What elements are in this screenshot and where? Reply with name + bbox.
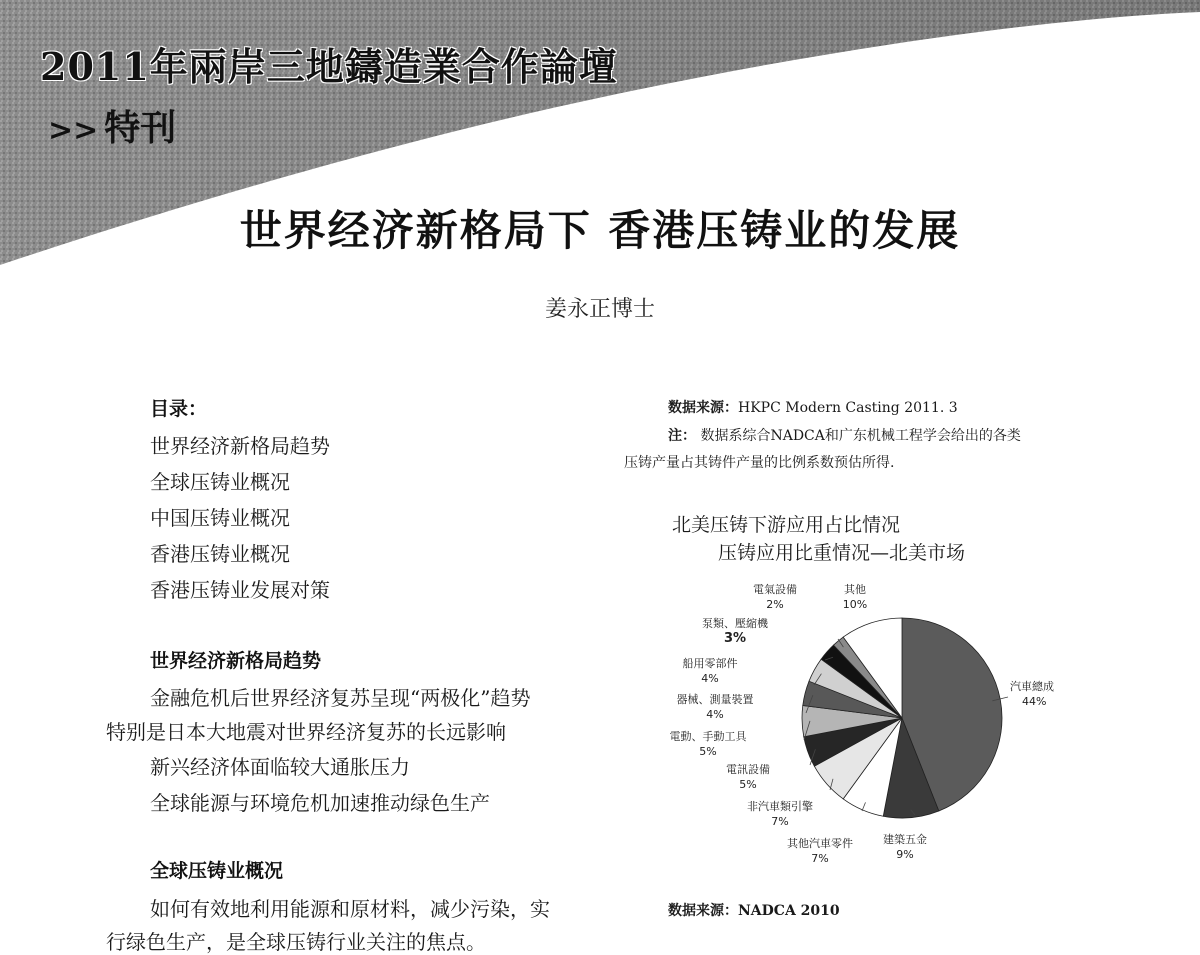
forum-title: 2011年兩岸三地鑄造業合作論壇 xyxy=(40,44,618,89)
pie-slice-label: 電訊設備 xyxy=(726,763,770,776)
paragraph-line: 特别是日本大地震对世界经济复苏的长远影响 xyxy=(106,720,506,744)
paragraph-line: 全球能源与环境危机加速推动绿色生产 xyxy=(150,791,490,815)
paragraph-line: 金融危机后世界经济复苏呈现“两极化”趋势 xyxy=(150,686,531,710)
double-chevron-icon: >> xyxy=(48,113,99,148)
note-line: 压铸产量占其铸件产量的比例系数预估所得. xyxy=(624,455,895,471)
note-line xyxy=(668,425,1021,445)
pie-slice-value: 4% xyxy=(706,708,724,721)
pie-slice-label: 非汽車類引擎 xyxy=(747,800,813,813)
chart-source: 数据来源：NADCA 2010 xyxy=(668,903,840,919)
journal-label-text: 特刊 xyxy=(104,107,177,149)
toc-item: 香港压铸业概况 xyxy=(150,542,290,566)
journal-label xyxy=(48,100,176,151)
toc-item: 香港压铸业发展对策 xyxy=(150,578,330,602)
toc-item: 全球压铸业概况 xyxy=(150,470,290,494)
pie-slice-value: 7% xyxy=(811,852,829,865)
toc-item: 世界经济新格局趋势 xyxy=(150,434,330,458)
pie-slice-value: 3% xyxy=(723,631,747,646)
section-heading: 世界经济新格局趋势 xyxy=(150,650,322,672)
pie-slice-value: 5% xyxy=(739,778,757,791)
source-value: HKPC Modern Casting 2011. 3 xyxy=(738,400,958,416)
author-name: 姜永正博士 xyxy=(544,297,655,322)
source-note xyxy=(668,397,958,417)
chart-subtitle: 压铸应用比重情况—北美市场 xyxy=(718,542,966,564)
pie-slice-value: 5% xyxy=(699,745,717,758)
pie-slice-value: 44% xyxy=(1022,695,1047,708)
pie-slice-value: 10% xyxy=(842,598,868,611)
pie-chart xyxy=(640,575,1070,885)
pie-slice-label: 泵類、壓縮機 xyxy=(702,617,768,630)
article-title: 世界经济新格局下 香港压铸业的发展 xyxy=(239,206,961,255)
paragraph-line: 新兴经济体面临较大通胀压力 xyxy=(150,755,410,779)
pie-slice-label: 電動、手動工具 xyxy=(669,730,747,743)
note-text: 数据系综合NADCA和广东机械工程学会给出的各类 xyxy=(700,428,1021,444)
pie-slice-label: 電氣設備 xyxy=(753,583,797,596)
paragraph-line: 行绿色生产，是全球压铸行业关注的焦点。 xyxy=(106,930,486,954)
pie-slice-label: 其他汽車零件 xyxy=(787,837,853,850)
pie-slice-value: 7% xyxy=(771,815,789,828)
pie-slice-label: 器械、測量裝置 xyxy=(676,693,754,706)
chart-title: 北美压铸下游应用占比情况 xyxy=(672,514,901,536)
pie-slice-value: 9% xyxy=(896,848,914,861)
source-label: 数据来源： xyxy=(668,400,738,416)
note-label: 注： xyxy=(668,428,696,444)
pie-slice-label: 汽車總成 xyxy=(1010,680,1054,693)
section-heading: 全球压铸业概况 xyxy=(150,860,284,882)
pie-slice-label: 建築五金 xyxy=(883,833,927,846)
pie-slice-label: 其他 xyxy=(844,583,866,596)
toc-heading: 目录： xyxy=(150,398,208,420)
pie-slice-value: 2% xyxy=(766,598,784,611)
paragraph-line: 如何有效地利用能源和原材料，减少污染，实 xyxy=(150,897,550,921)
pie-slice-value: 4% xyxy=(701,672,719,685)
toc-item: 中国压铸业概况 xyxy=(150,506,290,530)
pie-slice-label: 船用零部件 xyxy=(682,657,738,670)
